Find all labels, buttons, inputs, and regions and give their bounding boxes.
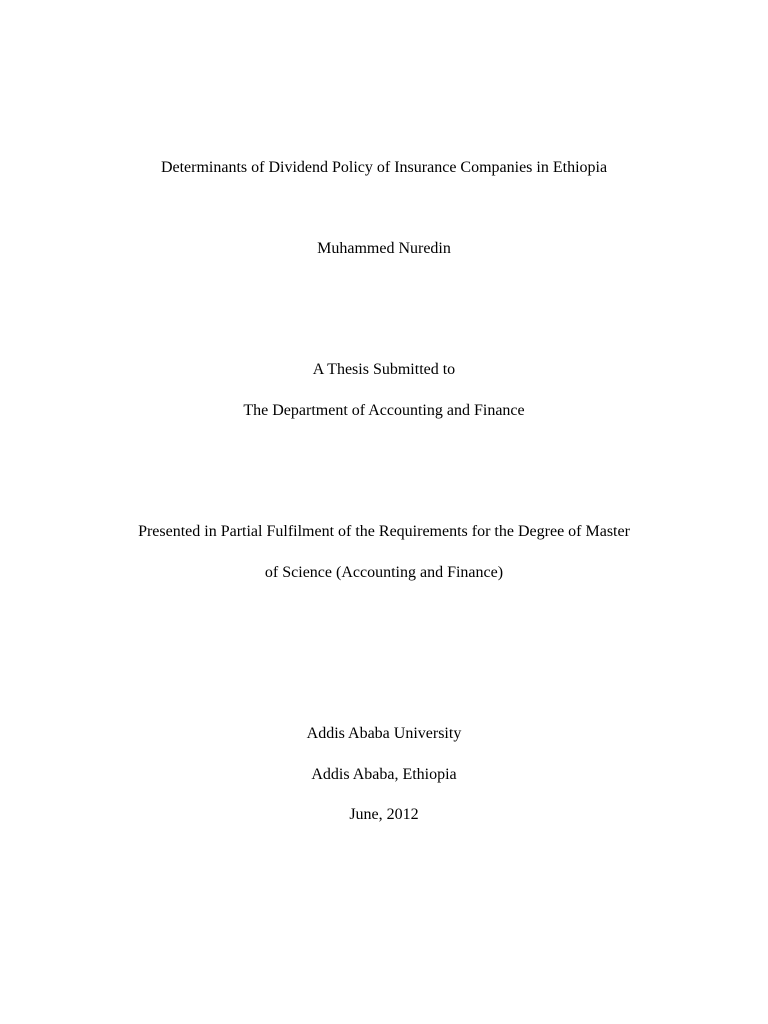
author-name: Muhammed Nuredin <box>317 240 451 257</box>
university-name: Addis Ababa University <box>306 725 462 742</box>
university-location: Addis Ababa, Ethiopia <box>311 766 457 783</box>
degree-statement-line-2: of Science (Accounting and Finance) <box>264 564 504 581</box>
thesis-title: Determinants of Dividend Policy of Insurance Companies in Ethiopia <box>160 159 608 176</box>
submission-statement: A Thesis Submitted to <box>312 361 456 378</box>
department-name: The Department of Accounting and Finance <box>243 402 525 419</box>
degree-statement-line-1: Presented in Partial Fulfilment of the Requirements for the Degree of Master <box>138 523 630 540</box>
submission-date: June, 2012 <box>349 806 419 823</box>
